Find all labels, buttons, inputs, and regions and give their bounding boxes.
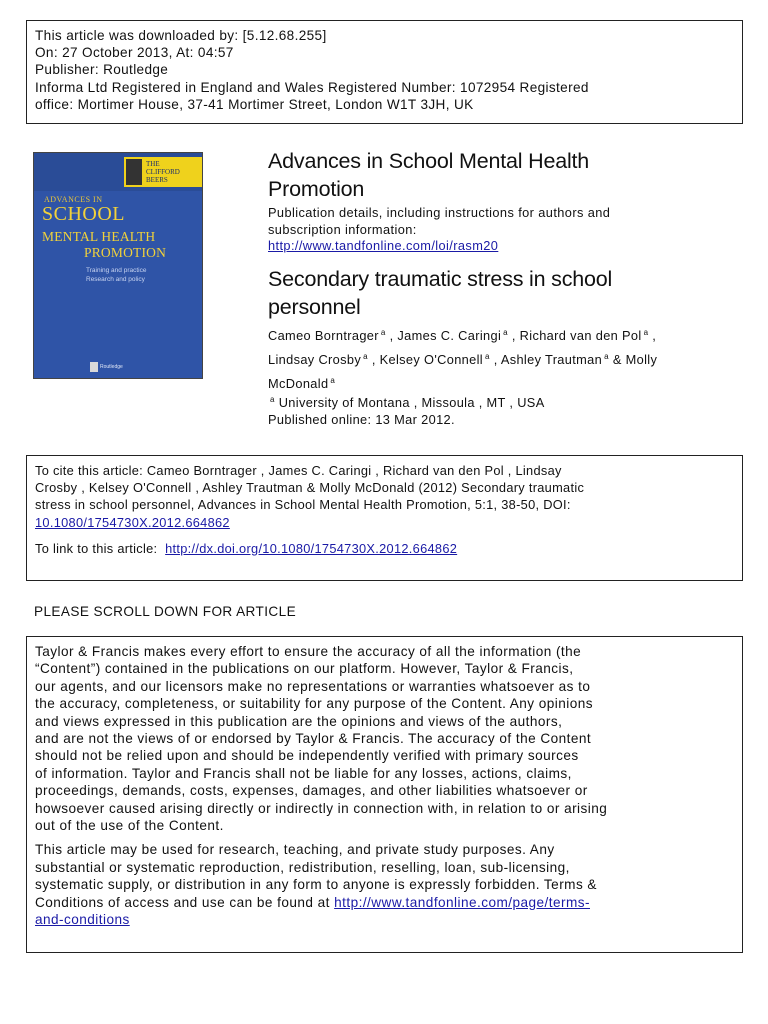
- disclaimer-paragraph-1: Taylor & Francis makes every effort to ensure the accuracy of all the information (the “Content”) contained in the publications on our platform. However, Taylor & Francis, our agents, and our licensors make no representations or warranties whatsoever as to the accuracy, completeness, or suitability for any purpose of the Content. Any opinions and views expressed in this publication are the opinions and views of the authors, and are not the views of or endorsed by Taylor & Francis. The accuracy of the Content should not be relied upon and should be independently verified with primary sources of information. Taylor and Francis shall not be liable for any losses, actions, claims, proceedings, demands, costs, expenses, damages, and other liabilities whatsoever or howsoever caused arising directly or indirectly in connection with, in relation to or arising out of the use of the Content.: [35, 644, 608, 834]
- terms-link[interactable]: http://www.tandfonline.com/page/terms-: [334, 894, 590, 910]
- journal-title: Advances in School Mental Health Promotion: [268, 149, 590, 201]
- disclaimer-box: [26, 636, 743, 953]
- download-line: office: Mortimer House, 37-41 Mortimer Street, London W1T 3JH, UK: [35, 96, 474, 112]
- download-info-box: [26, 20, 743, 124]
- cover-badge-photo: [126, 159, 142, 185]
- download-line: On: 27 October 2013, At: 04:57: [35, 45, 234, 61]
- download-line: This article was downloaded by: [5.12.68.255]: [35, 28, 327, 43]
- scroll-notice: PLEASE SCROLL DOWN FOR ARTICLE: [34, 604, 297, 619]
- journal-cover-image: [33, 152, 203, 379]
- download-line: Publisher: Routledge: [35, 62, 169, 78]
- cover-badge: [124, 157, 202, 187]
- author-line: McDonald $^a$: [268, 376, 336, 391]
- cover-promotion-text: PROMOTION: [84, 245, 167, 260]
- article-title: Secondary traumatic stress in school personnel: [268, 267, 613, 319]
- citation-line: Crosby , Kelsey O'Connell , Ashley Trautman & Molly McDonald (2012) Secondary traumatic: [35, 480, 585, 496]
- author-line: Cameo Borntrager $^a$ , James C. Caringi $^a$ , Richard van den Pol $^a$ ,: [268, 328, 657, 343]
- cover-mental-health-text: MENTAL HEALTH: [42, 229, 156, 244]
- citation-box: [26, 455, 743, 581]
- cover-subtitle: Training and practice Research and policy: [86, 267, 147, 283]
- publication-details: Publication details, including instructions for authors and subscription information: http://www.tandfonline.com/loi/rasm20: [268, 205, 611, 254]
- terms-link-continued[interactable]: and-conditions: [35, 912, 130, 928]
- download-line: Informa Ltd Registered in England and Wales Registered Number: 1072954 Registered: [35, 79, 589, 95]
- affiliation: $^a$ University of Montana , Missoula , MT , USA: [270, 395, 545, 410]
- affiliation-block: [268, 391, 545, 429]
- article-link-row: [35, 540, 734, 557]
- journal-url-link[interactable]: http://www.tandfonline.com/loi/rasm20: [268, 238, 499, 254]
- article-link[interactable]: http://dx.doi.org/10.1080/1754730X.2012.664862: [165, 540, 458, 556]
- cover-school-text: SCHOOL: [42, 203, 126, 225]
- citation-line: To cite this article: Cameo Borntrager , James C. Caringi , Richard van den Pol , Lindsay: [35, 463, 562, 478]
- article-link-label: To link to this article:: [35, 540, 158, 556]
- author-list: [268, 322, 657, 394]
- published-date: Published online: 13 Mar 2012.: [268, 412, 455, 428]
- author-line: Lindsay Crosby $^a$ , Kelsey O'Connell $^a$ , Ashley Trautman $^a$ & Molly: [268, 352, 658, 367]
- citation-line: stress in school personnel, Advances in School Mental Health Promotion, 5:1, 38-50, DOI:: [35, 497, 571, 513]
- cover-badge-text: THE CLIFFORD BEERS: [146, 160, 180, 184]
- disclaimer-paragraph-2: This article may be used for research, teaching, and private study purposes. Any substantial or systematic reproduction, redistribution, reselling, loan, sub-licensing, systematic supply, or distribution in any form to anyone is expressly forbidden. Terms & Conditions of access and use can be found at http://www.tandfonline.com/page/terms- and-conditions: [35, 842, 597, 928]
- cover-advances-text: ADVANCES IN: [44, 195, 103, 204]
- publisher-logo-text: Routledge: [100, 364, 123, 370]
- doi-link[interactable]: 10.1080/1754730X.2012.664862: [35, 514, 230, 530]
- publisher-logo-icon: [90, 362, 98, 372]
